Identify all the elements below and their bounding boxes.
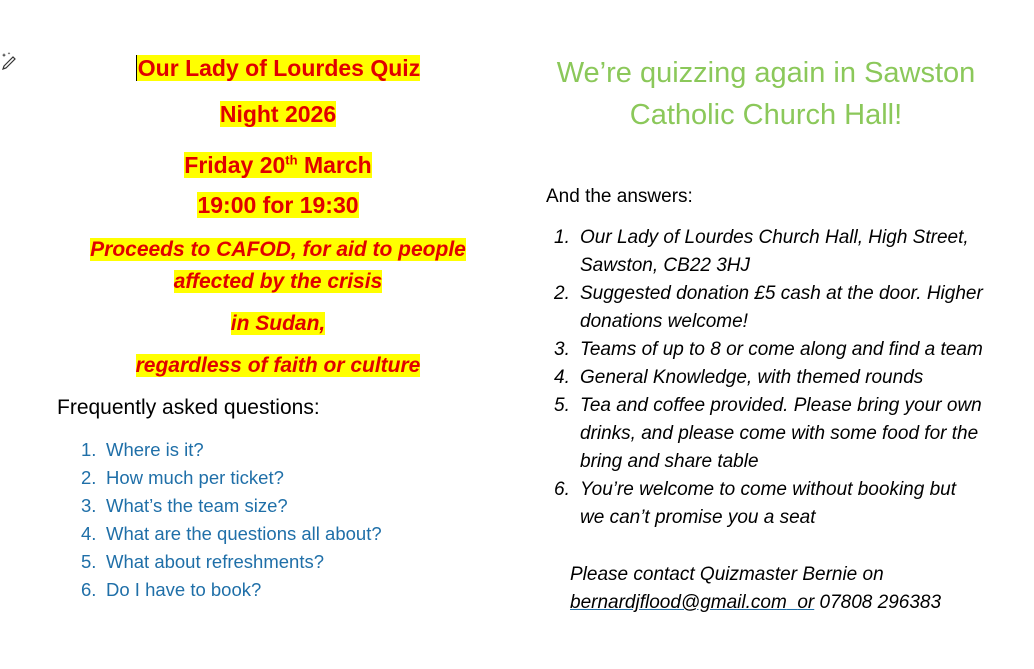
proceeds-text-4: regardless of faith or culture [135,354,421,377]
right-title: We’re quizzing again in Sawston Catholic Church Hall! [556,57,976,131]
contact-block [570,561,1010,617]
answer-item: 6. You’re welcome to come without booking but we can’t promise you a seat [554,479,956,528]
answer-item: 3. Teams of up to 8 or come along and find a team [554,339,983,360]
faq-item: 1. Where is it? [81,439,204,460]
answers-heading: And the answers: [546,186,693,207]
quiz-title-2: Night 2026 [219,101,337,127]
proceeds-line-2 [40,266,516,298]
event-time-text: 19:00 for 19:30 [197,192,359,218]
answer-item: 4. General Knowledge, with themed rounds [554,367,924,388]
contact-line: Please contact Quizmaster Bernie on [570,564,884,585]
faq-item: 4. What are the questions all about? [81,523,382,544]
date-prefix: Friday 20 [184,151,286,178]
proceeds-text-2: affected by the crisis [173,270,383,293]
proceeds-text-1: Proceeds to CAFOD, for aid to people [90,238,466,261]
phone-number: 07808 296383 [814,592,942,613]
proceeds-text-3: in Sudan, [230,312,326,335]
contact-details [570,589,1010,617]
proceeds-line-1 [40,234,516,266]
faq-item: 2. How much per ticket? [81,467,284,488]
pencil-sparkle-icon[interactable] [0,50,20,70]
date-suffix-sup: th [285,152,298,167]
date-month: March [297,151,372,178]
proceeds-line-3 [40,308,516,340]
faq-list [81,436,382,604]
proceeds-line-4 [40,350,516,382]
faq-heading: Frequently asked questions: [57,396,320,419]
event-date [40,144,516,181]
quiz-title-line-2 [40,98,516,130]
email-link[interactable]: bernardjflood@gmail.com or [570,592,815,613]
faq-item: 6. Do I have to book? [81,579,262,600]
answer-item: 5. Tea and coffee provided. Please bring your own drinks, and please come with some food for the bring and share table [554,395,982,472]
quiz-title-1: Our Lady of Lourdes Quiz [137,55,421,81]
faq-item: 3. What’s the team size? [81,495,288,516]
answer-item: 2. Suggested donation £5 cash at the door. Higher donations welcome! [554,283,983,332]
quiz-title-line-1[interactable] [40,52,516,84]
event-time [40,189,516,221]
answer-item: 1. Our Lady of Lourdes Church Hall, High Street, Sawston, CB22 3HJ [554,227,969,276]
faq-item: 5. What about refreshments? [81,551,324,572]
answers-list [554,224,984,532]
